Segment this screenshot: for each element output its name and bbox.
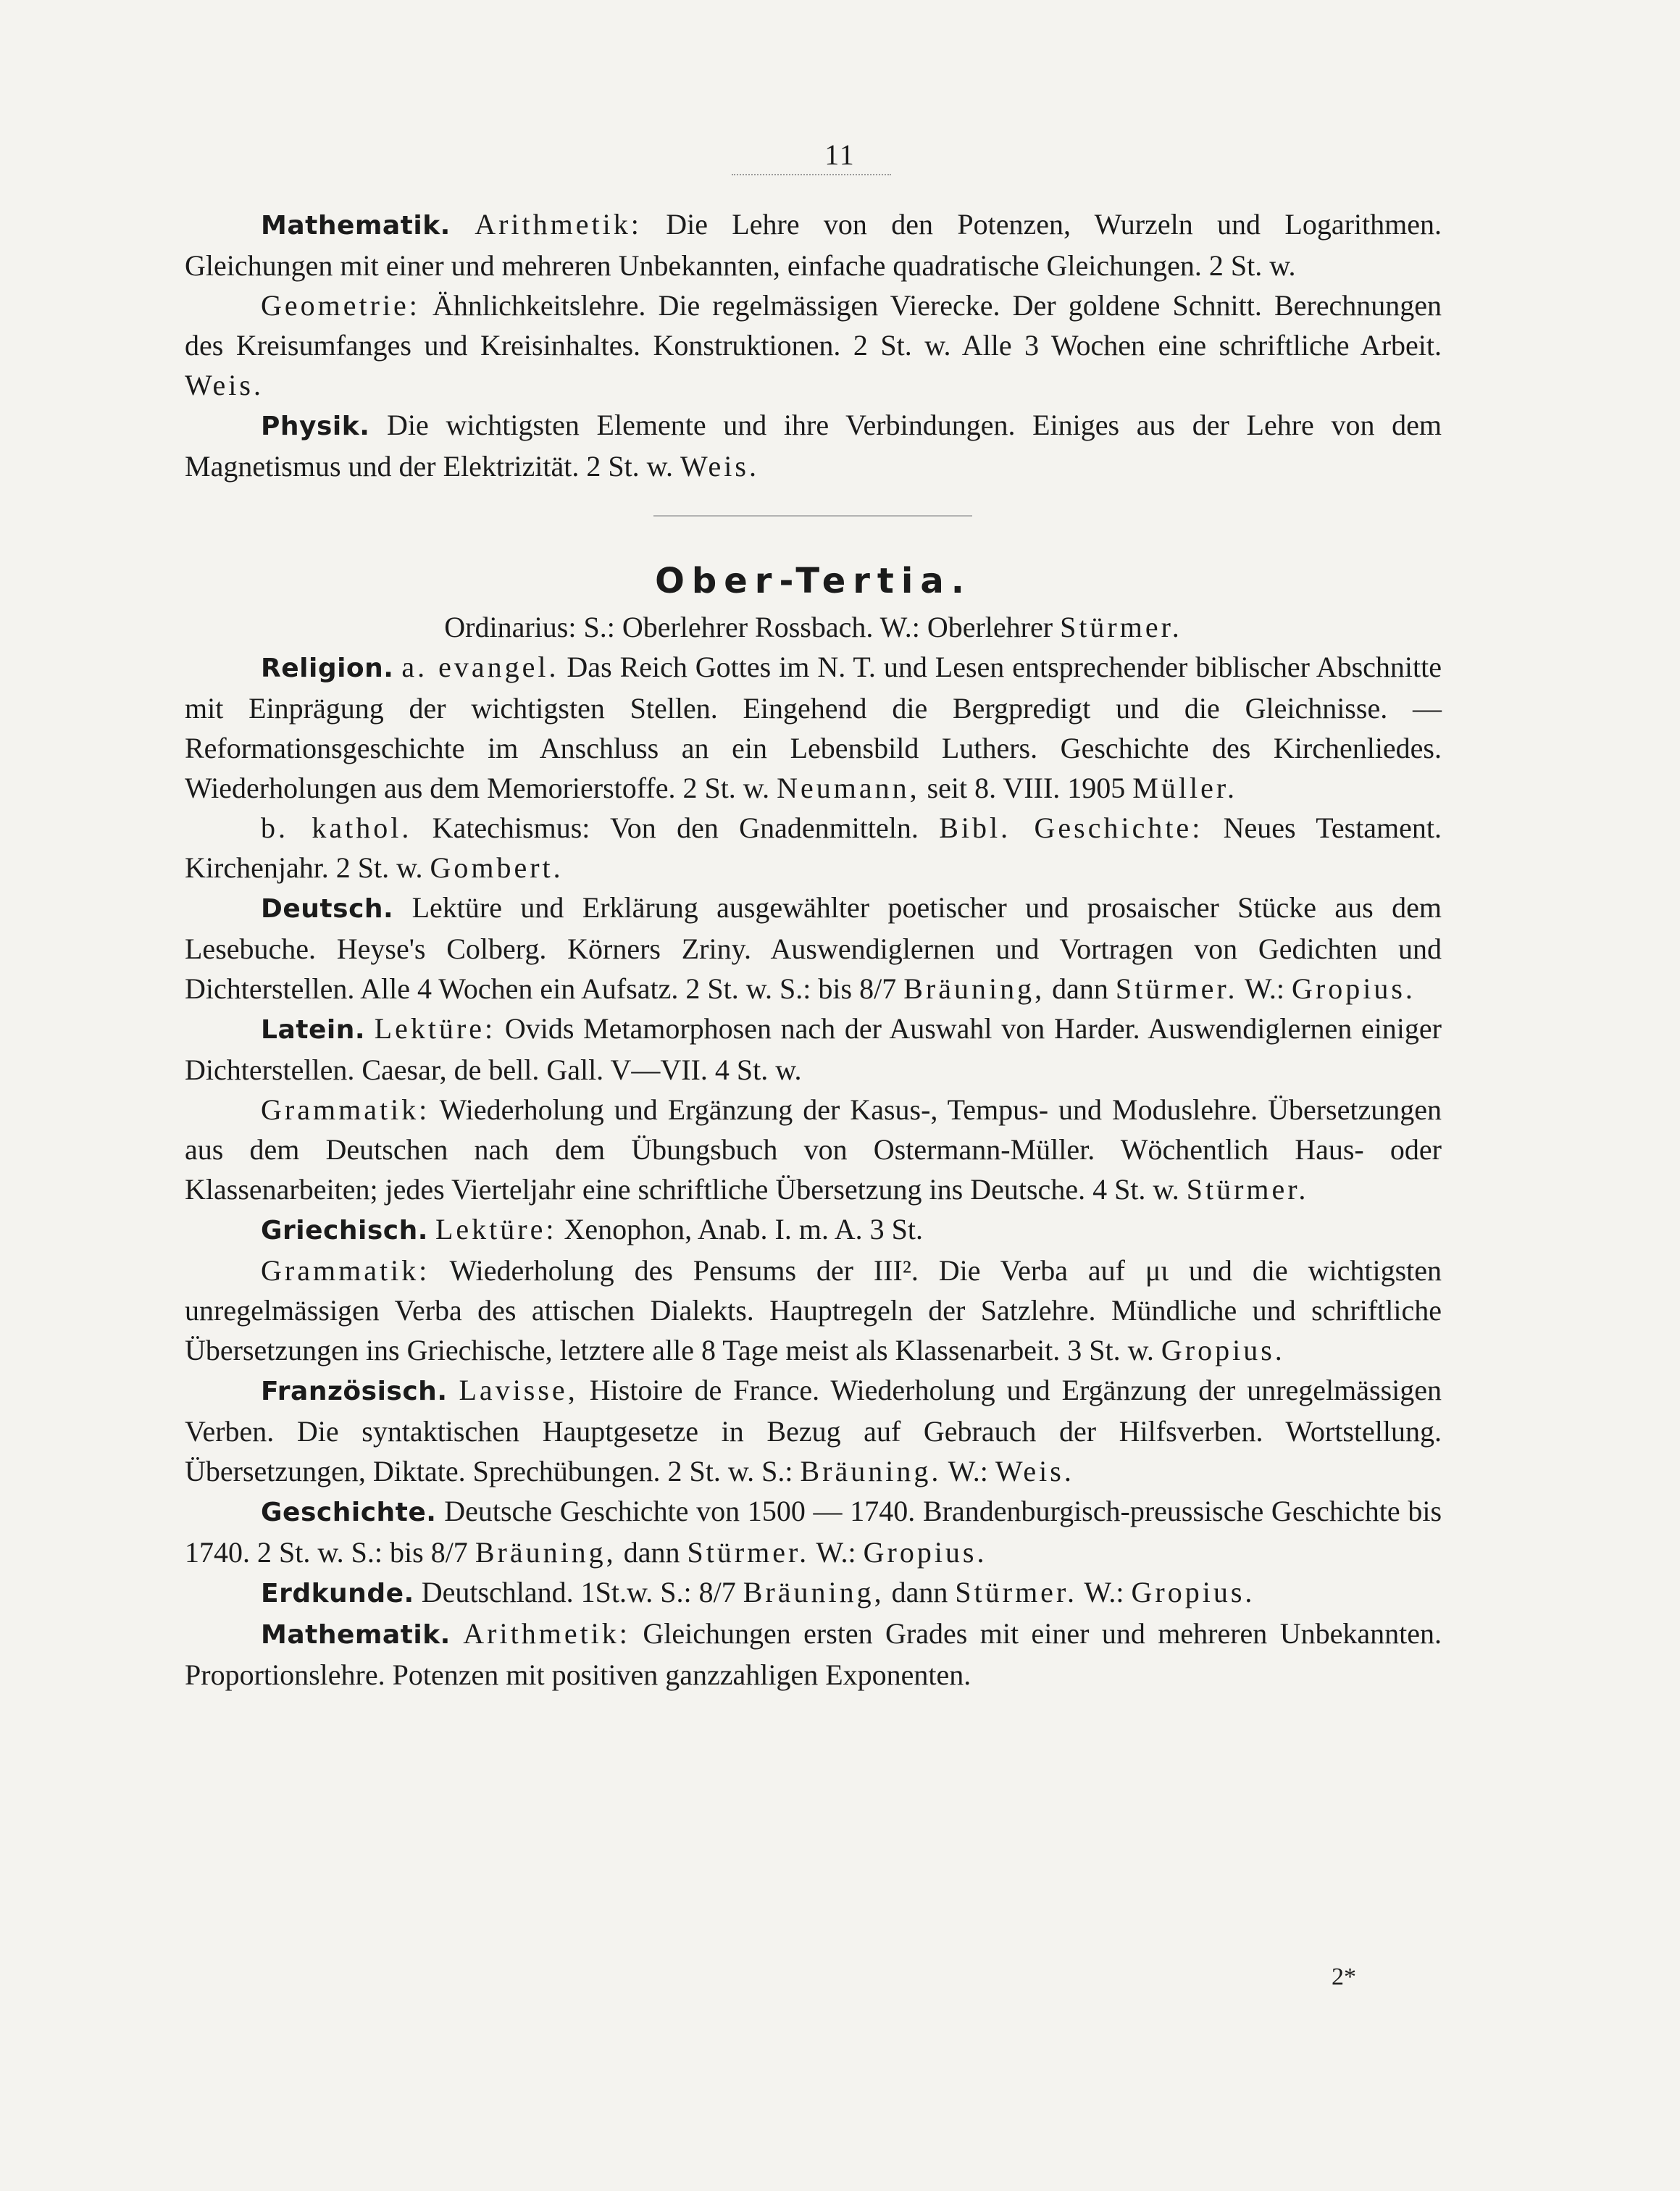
topic-label: Geometrie:	[261, 289, 420, 322]
topic-label: Lektüre:	[435, 1213, 557, 1245]
topic-label: a. evangel.	[401, 651, 559, 683]
teacher-name: Bräuning,	[743, 1576, 885, 1608]
paragraph-text: Histoire de France. Wiederholung und Ergänzung der unregelmässigen Verben. Die syntaktischen Hauptgesetze in Bezug auf Gebrauch der Hilfsverben. Wortstellung. Übersetzungen, Diktate. Sprechübungen. 2 St. w. S.:	[185, 1374, 1442, 1487]
paragraph-text: Wiederholung des Pensums der III². Die Verba auf μι und die wichtigsten unregelmässigen Verba des attischen Dialekts. Hauptregeln der Satzlehre. Mündliche und schriftliche Übersetzungen ins Griechische, letztere alle 8 Tage meist als Klassenarbeit. 3 St. w.	[185, 1254, 1442, 1366]
paragraph-erdkunde	[185, 1572, 1442, 1614]
paragraph-text: Wiederholung und Ergänzung der Kasus-, Tempus- und Moduslehre. Übersetzungen aus dem Deutschen nach dem Übungsbuch von Ostermann-Müller. Wöchentlich Haus- oder Klassenarbeiten; jedes Vierteljahr eine schriftliche Übersetzung ins Deutsche. 4 St. w.	[185, 1093, 1442, 1206]
subject-heading: Physik.	[261, 412, 370, 441]
signature-mark: 2*	[1332, 1963, 1356, 1990]
subject-heading: Deutsch.	[261, 894, 394, 924]
paragraph-text: Xenophon, Anab. I. m. A. 3 St.	[564, 1213, 923, 1245]
teacher-name: Stürmer.	[955, 1576, 1078, 1608]
teacher-name: Gombert.	[430, 851, 564, 884]
paragraph-text: Die wichtigsten Elemente und ihre Verbindungen. Einiges aus der Lehre von dem Magnetismus und der Elektrizität. 2 St. w.	[185, 409, 1442, 483]
paragraph-text: Deutsche Geschichte von 1500 — 1740. Brandenburgisch-preussische Geschichte bis 1740. 2 St. w. S.: bis 8/7	[185, 1495, 1442, 1569]
paragraph-text: Neues Testament. Kirchenjahr. 2 St. w.	[185, 811, 1442, 884]
teacher-name: Bräuning.	[800, 1455, 942, 1487]
teacher-name: Gropius.	[1292, 972, 1416, 1005]
ordinarius-line	[185, 607, 1442, 647]
paragraph-geometrie	[185, 285, 1442, 405]
paragraph-text: W.:	[1084, 1576, 1124, 1608]
subject-heading: Geschichte.	[261, 1498, 437, 1527]
subject-heading: Mathematik.	[261, 211, 451, 241]
page-body	[185, 204, 1442, 1695]
paragraph-latein-lektuere	[185, 1009, 1442, 1090]
teacher-name: Bräuning,	[475, 1536, 617, 1569]
teacher-name: Stürmer.	[1115, 972, 1238, 1005]
header-ornament	[732, 174, 891, 175]
subject-heading: Latein.	[261, 1015, 366, 1045]
teacher-name: Gropius.	[1161, 1334, 1285, 1366]
section-divider	[185, 486, 1442, 555]
paragraph-physik	[185, 405, 1442, 486]
topic-label: Arithmetik:	[463, 1617, 630, 1650]
paragraph-text: W.:	[816, 1536, 856, 1569]
paragraph-text: W.:	[948, 1455, 988, 1487]
paragraph-mathematik	[185, 204, 1442, 285]
author-name: Lavisse,	[459, 1374, 578, 1406]
subject-heading: Französisch.	[261, 1377, 448, 1406]
paragraph-deutsch	[185, 888, 1442, 1009]
paragraph-religion-evangel	[185, 647, 1442, 808]
paragraph-text: dann	[623, 1536, 680, 1569]
topic-label: Lektüre:	[374, 1012, 496, 1045]
paragraph-mathematik-2	[185, 1614, 1442, 1695]
paragraph-religion-kathol	[185, 808, 1442, 888]
paragraph-text: Die Lehre von den Potenzen, Wurzeln und Logarithmen. Gleichungen mit einer und mehreren Unbekannten, einfache quadratische Gleichungen. 2 St. w.	[185, 208, 1442, 282]
paragraph-text: Lektüre und Erklärung ausgewählter poetischer und prosaischer Stücke aus dem Lesebuche. Heyse's Colberg. Körners Zriny. Auswendiglernen und Vortragen von Gedichten und Dichterstellen. Alle 4 Wochen ein Aufsatz. 2 St. w. S.: bis 8/7	[185, 891, 1442, 1005]
teacher-name: Bräuning,	[903, 972, 1045, 1005]
teacher-name: Weis.	[995, 1455, 1074, 1487]
topic-label: Grammatik:	[261, 1254, 430, 1287]
paragraph-text: dann	[1052, 972, 1108, 1005]
paragraph-text: W.:	[1244, 972, 1285, 1005]
subject-heading: Griechisch.	[261, 1216, 428, 1245]
paragraph-franzoesisch	[185, 1370, 1442, 1491]
subject-heading: Mathematik.	[261, 1620, 451, 1650]
paragraph-text: Katechismus: Von den Gnadenmitteln.	[432, 811, 919, 844]
paragraph-geschichte	[185, 1491, 1442, 1572]
subject-heading: Erdkunde.	[261, 1579, 414, 1608]
paragraph-text: dann	[891, 1576, 948, 1608]
paragraph-text: Ähnlichkeitslehre. Die regelmässigen Vierecke. Der goldene Schnitt. Berechnungen des Kreisumfanges und Kreisinhaltes. Konstruktionen. 2 St. w. Alle 3 Wochen eine schriftliche Arbeit.	[185, 289, 1442, 362]
teacher-name: Neumann,	[777, 772, 920, 804]
subject-heading: Religion.	[261, 654, 394, 683]
teacher-name: Stürmer.	[687, 1536, 810, 1569]
paragraph-text: Ovids Metamorphosen nach der Auswahl von Harder. Auswendiglernen einiger Dichterstellen. Caesar, de bell. Gall. V—VII. 4 St. w.	[185, 1012, 1442, 1086]
paragraph-text: seit 8. VIII. 1905	[927, 772, 1126, 804]
paragraph-text: Deutschland. 1St.w. S.: 8/7	[421, 1576, 736, 1608]
topic-label: Grammatik:	[261, 1093, 430, 1126]
teacher-name: Müller.	[1132, 772, 1237, 804]
paragraph-latein-grammatik	[185, 1090, 1442, 1209]
paragraph-griechisch-lektuere	[185, 1209, 1442, 1251]
section-title: Ober-Tertia.	[655, 561, 971, 601]
teacher-name: Gropius.	[863, 1536, 987, 1569]
paragraph-text: Gleichungen ersten Grades mit einer und mehreren Unbekannten. Proportionslehre. Potenzen mit positiven ganzzahligen Exponenten.	[185, 1617, 1442, 1691]
topic-label: Arithmetik:	[475, 208, 642, 241]
topic-label: b. kathol.	[261, 811, 412, 844]
page-number: 11	[824, 138, 856, 171]
teacher-name: Gropius.	[1131, 1576, 1255, 1608]
teacher-name: Stürmer.	[1186, 1173, 1309, 1206]
teacher-name: Stürmer.	[1060, 611, 1182, 643]
teacher-name: Weis.	[185, 369, 264, 401]
paragraph-text: Das Reich Gottes im N. T. und Lesen entsprechender biblischer Abschnitte mit Einprägung der wichtigsten Stellen. Eingehend die Bergpredigt und die Gleichnisse. — Reformationsgeschichte im Anschluss an ein Lebensbild Luthers. Geschichte des Kirchenliedes. Wiederholungen aus dem Memorierstoffe. 2 St. w.	[185, 651, 1442, 804]
paragraph-griechisch-grammatik	[185, 1251, 1442, 1370]
ordinarius-text: Ordinarius: S.: Oberlehrer Rossbach. W.: Oberlehrer	[444, 611, 1053, 643]
topic-label: Bibl. Geschichte:	[939, 811, 1203, 844]
teacher-name: Weis.	[680, 450, 759, 483]
